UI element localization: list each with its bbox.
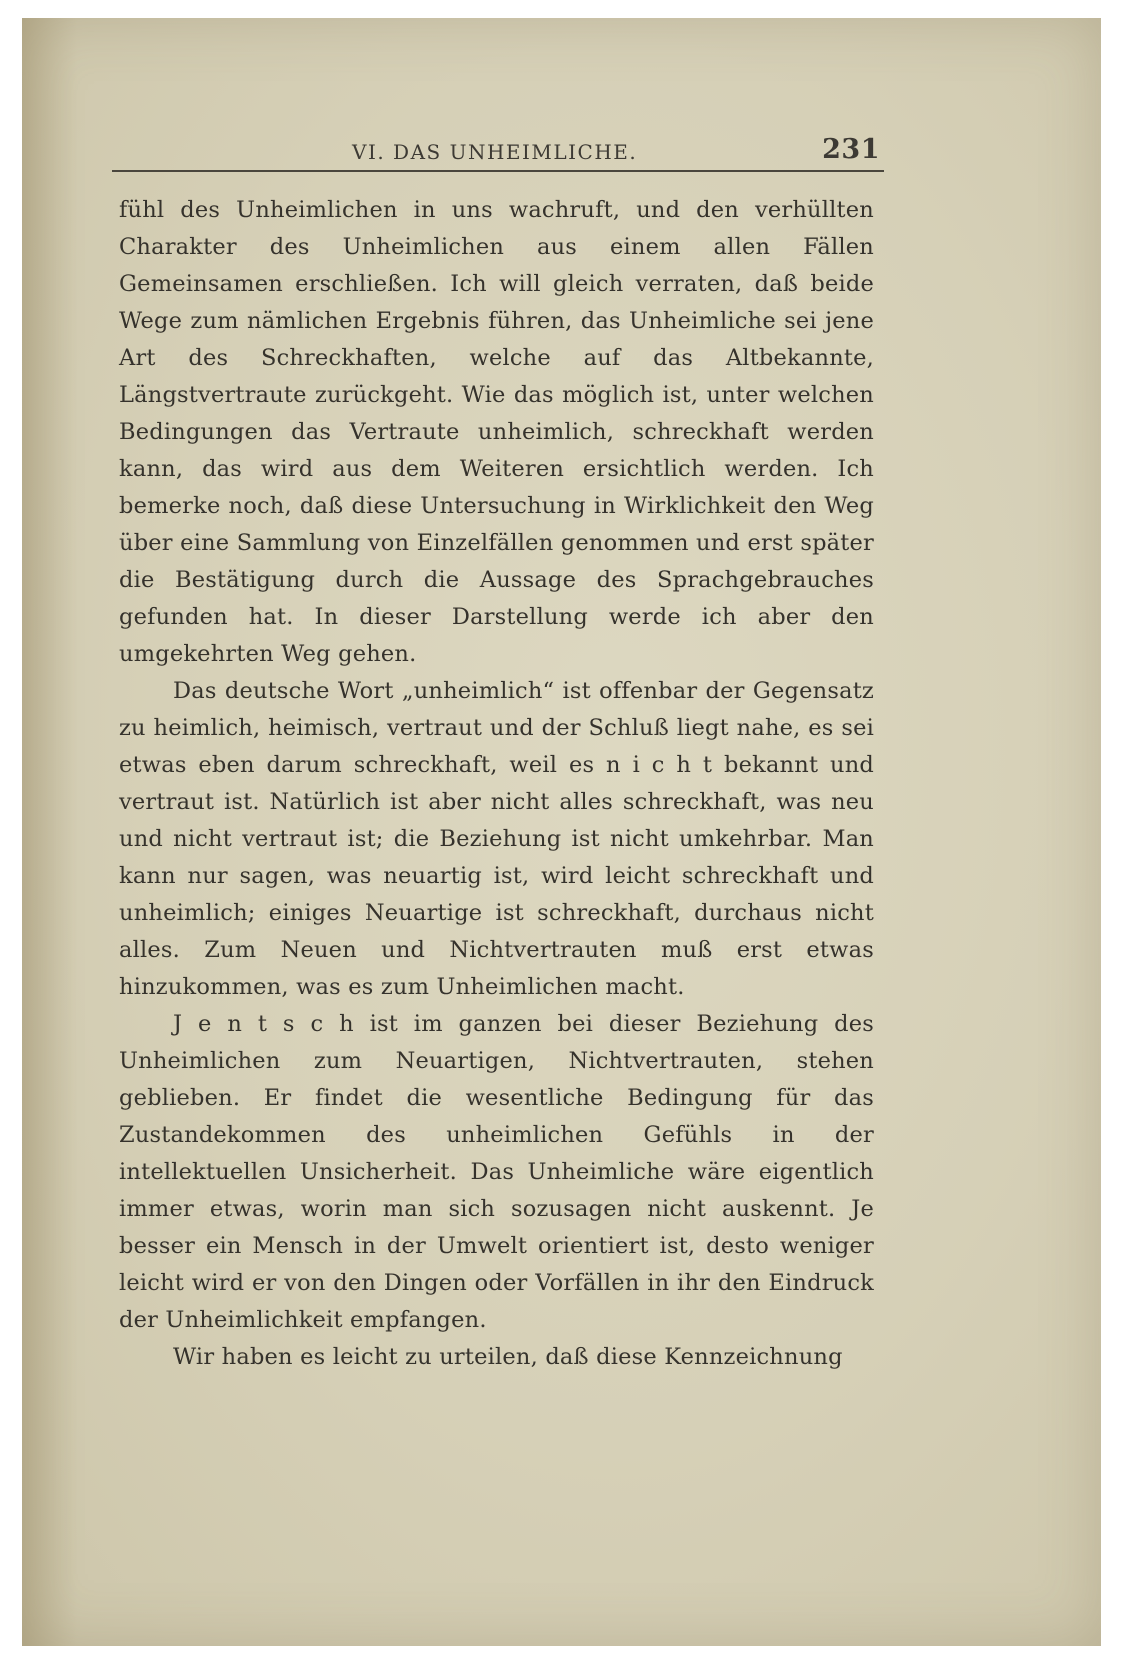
page-number: 231 (822, 134, 880, 165)
header-rule (112, 170, 884, 172)
gutter-shadow (22, 18, 77, 1646)
paragraph: J e n t s c h ist im ganzen bei dieser Beziehung des Unheimlichen zum Neuartigen, Nichtvertrauten, stehen geblieben. Er findet die wesentliche Bedingung für das Zustandekommen des unheimlichen Gefühls in der intellektuellen Unsicherheit. Das Unheimliche wäre eigentlich immer etwas, worin man sich sozusagen nicht auskennt. Je besser ein Mensch in der Umwelt orientiert ist, desto weniger leicht wird er von den Dingen oder Vorfällen in ihr den Eindruck der Unheimlichkeit empfangen. (119, 1011, 874, 1333)
paragraph: Das deutsche Wort „unheimlich“ ist offenbar der Gegensatz zu heimlich, heimisch, vertraut und der Schluß liegt nahe, es sei etwas eben darum schreckhaft, weil es n i c h t bekannt und vertraut ist. Natürlich ist aber nicht alles schreckhaft, was neu und nicht vertraut ist; die Beziehung ist nicht umkehrbar. Man kann nur sagen, was neuartig ist, wird leicht schreckhaft und unheimlich; einiges Neuartige ist schreckhaft, durchaus nicht alles. Zum Neuen und Nichtvertrauten muß erst etwas hinzukommen, was es zum Unheimlichen macht. (119, 678, 874, 1000)
body-text (119, 192, 874, 1376)
paragraph-last: Wir haben es leicht zu urteilen, daß diese Kennzeichnung (173, 1344, 843, 1370)
paragraph-continuation: fühl des Unheimlichen in uns wachruft, und den verhüllten Charakter des Unheimlichen aus einem allen Fällen Gemeinsamen erschließen. Ich will gleich verraten, daß beide Wege zum nämlichen Ergebnis führen, das Unheimliche sei jene Art des Schreckhaften, welche auf das Altbekannte, Längstvertraute zurückgeht. Wie das möglich ist, unter welchen Bedingungen das Vertraute unheimlich, schreckhaft werden kann, das wird aus dem Weiteren ersichtlich werden. Ich bemerke noch, daß diese Untersuchung in Wirklichkeit den Weg über eine Sammlung von Einzelfällen genommen und erst später die Bestätigung durch die Aussage des Sprachgebrauches gefunden hat. In dieser Darstellung werde ich aber den umgekehrten Weg gehen. (119, 197, 874, 667)
running-head (112, 128, 886, 168)
running-title: VI. DAS UNHEIMLICHE. (352, 140, 638, 164)
